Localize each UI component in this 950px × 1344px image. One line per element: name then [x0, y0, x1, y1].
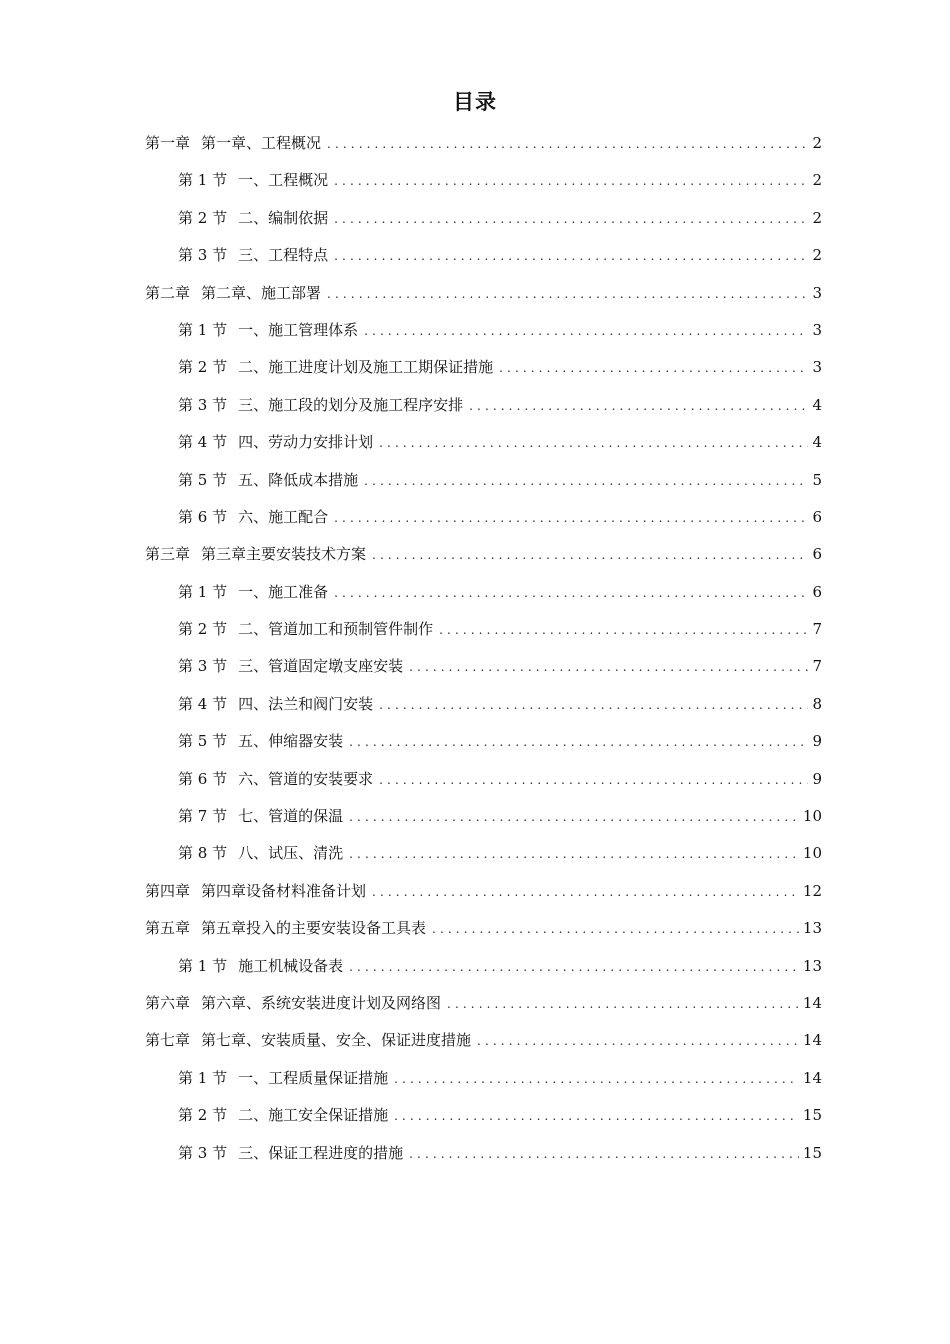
entry-title: 第七章、安装质量、安全、保证进度措施 [201, 1031, 472, 1050]
entry-title: 二、施工安全保证措施 [238, 1106, 389, 1125]
dot-leader [327, 126, 808, 163]
dot-leader [364, 313, 808, 350]
entry-title: 第二章、施工部署 [201, 283, 322, 302]
toc-section-entry[interactable] [145, 798, 822, 835]
toc-section-entry[interactable] [145, 1135, 822, 1172]
dot-leader [349, 799, 799, 836]
entry-number: 第 3 节 [178, 657, 228, 676]
toc-section-entry[interactable] [145, 723, 822, 760]
dot-leader [439, 612, 808, 649]
entry-title: 七、管道的保温 [238, 807, 344, 826]
entry-page-number: 9 [812, 732, 822, 751]
toc-section-entry[interactable] [145, 1097, 822, 1134]
entry-title: 第四章设备材料准备计划 [201, 881, 367, 900]
entry-number: 第 5 节 [178, 470, 228, 489]
dot-leader [469, 388, 808, 425]
entry-number: 第 3 节 [178, 1143, 228, 1162]
entry-page-number: 4 [812, 395, 822, 414]
entry-number: 第 2 节 [178, 358, 228, 377]
entry-page-number: 15 [802, 1106, 822, 1125]
entry-number: 第 4 节 [178, 694, 228, 713]
entry-page-number: 6 [812, 582, 822, 601]
toc-section-entry[interactable] [145, 200, 822, 237]
dot-leader [364, 463, 808, 500]
entry-number: 第三章 [145, 545, 191, 564]
entry-title: 二、管道加工和预制管件制作 [238, 620, 434, 639]
entry-title: 四、法兰和阀门安装 [238, 694, 374, 713]
entry-number: 第七章 [145, 1031, 191, 1050]
entry-number: 第二章 [145, 283, 191, 302]
toc-section-entry[interactable] [145, 761, 822, 798]
toc-chapter-entry[interactable] [145, 873, 822, 910]
entry-title: 第一章、工程概况 [201, 134, 322, 152]
entry-title: 四、劳动力安排计划 [238, 433, 374, 452]
entry-title: 六、施工配合 [238, 507, 329, 526]
dot-leader [379, 762, 808, 799]
entry-page-number: 6 [812, 545, 822, 564]
dot-leader [334, 163, 808, 200]
dot-leader [409, 649, 808, 686]
toc-section-entry[interactable] [145, 237, 822, 274]
entry-title: 一、施工管理体系 [238, 320, 359, 339]
dot-leader [334, 500, 808, 537]
dot-leader [334, 575, 808, 612]
entry-number: 第 1 节 [178, 582, 228, 601]
entry-number: 第 2 节 [178, 620, 228, 639]
toc-section-entry[interactable] [145, 462, 822, 499]
entry-number: 第 4 节 [178, 433, 228, 452]
toc-section-entry[interactable] [145, 611, 822, 648]
entry-number: 第 2 节 [178, 1106, 228, 1125]
entry-page-number: 13 [802, 919, 822, 938]
entry-title: 三、施工段的划分及施工程序安排 [238, 395, 464, 414]
toc-section-entry[interactable] [145, 835, 822, 872]
entry-title: 施工机械设备表 [238, 956, 344, 975]
entry-page-number: 7 [812, 620, 822, 639]
toc-title: 目录 [453, 90, 497, 114]
entry-page-number: 14 [802, 1031, 822, 1050]
dot-leader [499, 350, 808, 387]
entry-title: 二、编制依据 [238, 208, 329, 227]
entry-title: 六、管道的安装要求 [238, 769, 374, 788]
entry-number: 第 8 节 [178, 844, 228, 863]
entry-number: 第 1 节 [178, 171, 228, 190]
entry-page-number: 12 [802, 881, 822, 900]
toc-section-entry[interactable] [145, 424, 822, 461]
entry-page-number: 2 [812, 208, 822, 227]
entry-number: 第四章 [145, 881, 191, 900]
dot-leader [409, 1136, 799, 1173]
dot-leader [334, 238, 808, 275]
dot-leader [349, 949, 799, 986]
entry-title: 第五章投入的主要安装设备工具表 [201, 919, 427, 938]
toc-section-entry[interactable] [145, 162, 822, 199]
entry-number: 第 3 节 [178, 246, 228, 265]
dot-leader [379, 687, 808, 724]
dot-leader [394, 1098, 799, 1135]
toc-section-entry[interactable] [145, 574, 822, 611]
toc-section-entry[interactable] [145, 349, 822, 386]
entry-page-number: 2 [812, 171, 822, 190]
entry-page-number: 5 [812, 470, 822, 489]
entry-number: 第 7 节 [178, 807, 228, 826]
entry-title: 三、管道固定墩支座安装 [238, 657, 404, 676]
toc-chapter-entry[interactable] [145, 536, 822, 573]
toc-chapter-entry[interactable] [145, 1022, 822, 1059]
entry-number: 第五章 [145, 919, 191, 938]
entry-page-number: 10 [802, 807, 822, 826]
entry-page-number: 3 [812, 283, 822, 302]
entry-number: 第 3 节 [178, 395, 228, 414]
entry-page-number: 2 [812, 134, 822, 152]
entry-page-number: 10 [802, 844, 822, 863]
entry-title: 五、伸缩器安装 [238, 732, 344, 751]
entry-page-number: 3 [812, 320, 822, 339]
dot-leader [394, 1061, 799, 1098]
entry-title: 一、工程质量保证措施 [238, 1068, 389, 1087]
entry-title: 三、工程特点 [238, 246, 329, 265]
dot-leader [349, 836, 799, 873]
entry-page-number: 2 [812, 246, 822, 265]
dot-leader [447, 986, 799, 1023]
entry-number: 第 1 节 [178, 956, 228, 975]
toc-chapter-entry[interactable] [145, 275, 822, 312]
entry-number: 第 6 节 [178, 769, 228, 788]
dot-leader [327, 276, 808, 313]
toc-section-entry[interactable] [145, 648, 822, 685]
toc-list [145, 125, 822, 1172]
entry-page-number: 7 [812, 657, 822, 676]
toc-section-entry[interactable] [145, 387, 822, 424]
dot-leader [432, 911, 799, 948]
entry-page-number: 8 [812, 694, 822, 713]
entry-page-number: 6 [812, 507, 822, 526]
toc-section-entry[interactable] [145, 948, 822, 985]
entry-page-number: 15 [802, 1143, 822, 1162]
entry-title: 五、降低成本措施 [238, 470, 359, 489]
entry-page-number: 14 [802, 993, 822, 1012]
entry-number: 第一章 [145, 134, 191, 152]
entry-title: 第三章主要安装技术方案 [201, 545, 367, 564]
toc-chapter-entry[interactable] [145, 125, 822, 162]
entry-page-number: 9 [812, 769, 822, 788]
entry-number: 第六章 [145, 993, 191, 1012]
entry-title: 一、工程概况 [238, 171, 329, 190]
entry-number: 第 5 节 [178, 732, 228, 751]
dot-leader [334, 201, 808, 238]
entry-number: 第 2 节 [178, 208, 228, 227]
dot-leader [477, 1023, 799, 1060]
dot-leader [372, 874, 799, 911]
entry-title: 第六章、系统安装进度计划及网络图 [201, 993, 442, 1012]
entry-page-number: 14 [802, 1068, 822, 1087]
entry-page-number: 3 [812, 358, 822, 377]
toc-section-entry[interactable] [145, 686, 822, 723]
toc-section-entry[interactable] [145, 499, 822, 536]
entry-number: 第 1 节 [178, 1068, 228, 1087]
toc-section-entry[interactable] [145, 1060, 822, 1097]
entry-number: 第 6 节 [178, 507, 228, 526]
entry-title: 二、施工进度计划及施工工期保证措施 [238, 358, 494, 377]
dot-leader [372, 537, 808, 574]
entry-title: 一、施工准备 [238, 582, 329, 601]
entry-title: 三、保证工程进度的措施 [238, 1143, 404, 1162]
entry-page-number: 4 [812, 433, 822, 452]
dot-leader [349, 724, 808, 761]
dot-leader [379, 425, 808, 462]
entry-page-number: 13 [802, 956, 822, 975]
entry-number: 第 1 节 [178, 320, 228, 339]
toc-chapter-entry[interactable] [145, 985, 822, 1022]
toc-section-entry[interactable] [145, 312, 822, 349]
toc-chapter-entry[interactable] [145, 910, 822, 947]
entry-title: 八、试压、清洗 [238, 844, 344, 863]
